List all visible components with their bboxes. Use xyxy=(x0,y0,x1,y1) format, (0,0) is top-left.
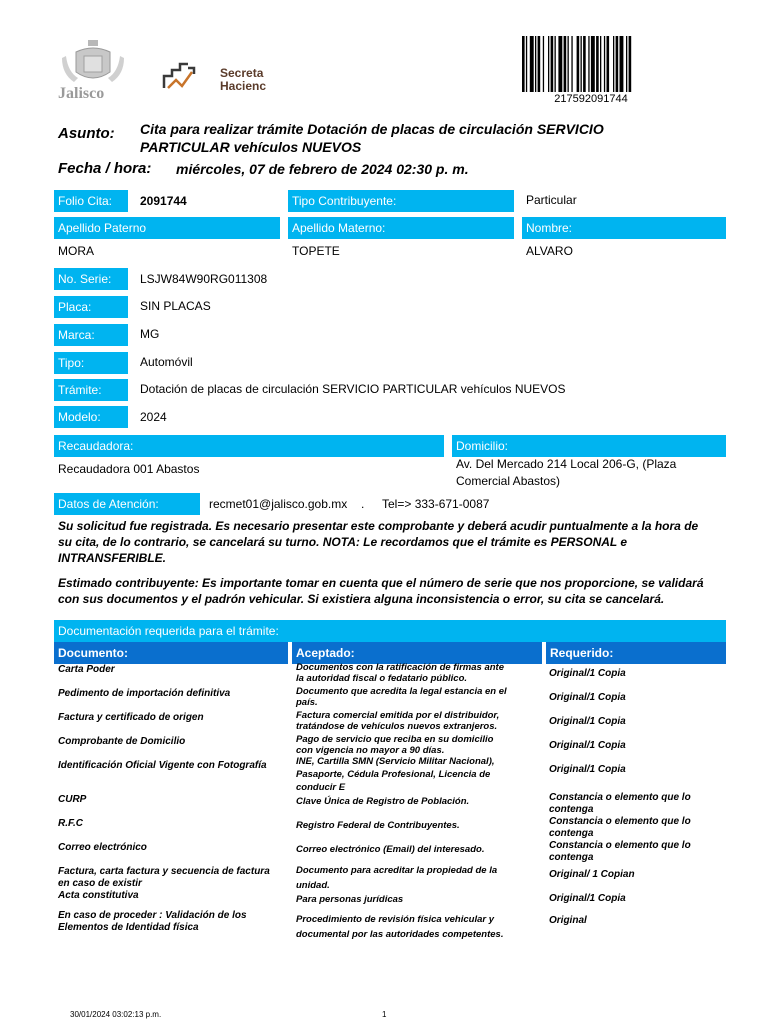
aceptado-cell xyxy=(296,820,542,831)
barcode-bar xyxy=(588,36,589,92)
secretaria-text-1: Secreta xyxy=(220,66,264,80)
requerido-cell xyxy=(549,869,725,881)
barcode-bar xyxy=(616,36,619,92)
requerido-cell-line: Constancia o elemento que lo xyxy=(549,792,691,803)
asunto-label: Asunto: xyxy=(58,125,115,142)
requerido-cell-line: Constancia o elemento que lo xyxy=(549,816,691,827)
barcode-bar xyxy=(535,36,536,92)
aceptado-cell-line: documental por las autoridades competentes. xyxy=(296,929,504,940)
modelo-value: 2024 xyxy=(140,410,167,424)
footer-timestamp: 30/01/2024 03:02:13 p.m. xyxy=(70,1010,162,1019)
doc-cell-line: R.F.C xyxy=(58,818,83,829)
datos-tel: Tel=> 333-671-0087 xyxy=(382,497,490,511)
apellido-materno-label: Apellido Materno: xyxy=(288,217,514,239)
aceptado-cell xyxy=(296,734,542,756)
aceptado-cell xyxy=(296,662,542,684)
requerido-cell xyxy=(549,668,725,680)
docs-section-title: Documentación requerida para el trámite: xyxy=(54,620,726,642)
note-contribuyente-line-2: con sus documentos y el padrón vehicular. Si existiera alguna inconsistencia o error, su cita se cancelará. xyxy=(58,592,665,606)
barcode-bar xyxy=(583,36,586,92)
aceptado-cell xyxy=(296,686,542,708)
domicilio-label: Domicilio: xyxy=(452,435,726,457)
requerido-cell-line: Original/1 Copia xyxy=(549,668,626,679)
requerido-cell xyxy=(549,716,725,728)
apellido-materno-value: TOPETE xyxy=(292,244,340,258)
barcode-bar xyxy=(620,36,624,92)
aceptado-cell-line: conducir E xyxy=(296,782,346,793)
domicilio-line-1: Av. Del Mercado 214 Local 206-G, (Plaza xyxy=(456,457,677,471)
doc-cell-line: Factura, carta factura y secuencia de factura xyxy=(58,866,270,877)
placa-value: SIN PLACAS xyxy=(140,299,211,313)
doc-cell-line: en caso de existir xyxy=(58,878,142,889)
apellido-paterno-value: MORA xyxy=(58,244,94,258)
doc-cell-line: Comprobante de Domicilio xyxy=(58,736,186,747)
aceptado-cell-line: Para personas jurídicas xyxy=(296,894,404,905)
barcode-bar xyxy=(564,36,567,92)
note-registro xyxy=(58,518,768,566)
nombre-label: Nombre: xyxy=(522,217,726,239)
serie-value: LSJW84W90RG011308 xyxy=(140,272,268,286)
note-registro-line-1: Su solicitud fue registrada. Es necesario presentar este comprobante y deberá acudir puntualmente a la hora de xyxy=(58,519,699,533)
barcode-bar xyxy=(607,36,610,92)
datos-separator: . xyxy=(361,497,365,511)
requerido-cell-line: Original/1 Copia xyxy=(549,893,626,904)
barcode-bar xyxy=(600,36,601,92)
placa-label: Placa: xyxy=(54,296,128,318)
marca-value: MG xyxy=(140,327,160,341)
doc-cell xyxy=(58,664,288,676)
barcode-bar xyxy=(591,36,595,92)
aceptado-cell xyxy=(296,912,542,942)
aceptado-cell xyxy=(296,863,542,893)
requerido-cell xyxy=(549,915,725,927)
aceptado-cell-line: Clave Única de Registro de Población. xyxy=(296,796,470,807)
secretaria-logo xyxy=(160,58,275,98)
barcode-bar xyxy=(558,36,562,92)
fecha-label: Fecha / hora: xyxy=(58,160,152,177)
apellido-paterno-label: Apellido Paterno xyxy=(54,217,280,239)
doc-cell xyxy=(58,712,288,724)
doc-cell-line: Carta Poder xyxy=(58,664,115,675)
requerido-cell xyxy=(549,893,725,905)
tipo-contribuyente-value: Particular xyxy=(526,193,577,207)
folio-label: Folio Cita: xyxy=(54,190,128,212)
aceptado-cell-line: INE, Cartilla SMN (Servicio Militar Nacional), xyxy=(296,756,495,767)
aceptado-cell xyxy=(296,710,542,732)
serie-label: No. Serie: xyxy=(54,268,128,290)
barcode-bar xyxy=(596,36,599,92)
aceptado-cell-line: la autoridad fiscal o fedatario público. xyxy=(296,673,468,684)
aceptado-cell-line: Pasaporte, Cédula Profesional, Licencia de xyxy=(296,769,491,780)
doc-cell-line: Identificación Oficial Vigente con Fotografía xyxy=(58,760,267,771)
requerido-cell xyxy=(549,840,725,864)
note-contribuyente xyxy=(58,575,768,607)
doc-cell-line: CURP xyxy=(58,794,87,805)
barcode-bar xyxy=(577,36,580,92)
barcode-bar xyxy=(626,36,627,92)
requerido-cell xyxy=(549,740,725,752)
doc-cell-line: En caso de proceder : Validación de los xyxy=(58,910,247,921)
aceptado-cell xyxy=(296,892,542,907)
folio-value: 2091744 xyxy=(140,194,187,208)
secretaria-text-2: Hacienc xyxy=(220,79,267,93)
tipo-value: Automóvil xyxy=(140,355,193,369)
barcode-bar xyxy=(530,36,534,92)
requerido-cell-line: Original/ 1 Copian xyxy=(549,869,635,880)
doc-cell xyxy=(58,866,288,890)
doc-cell xyxy=(58,760,288,772)
asunto-text-2: PARTICULAR vehículos NUEVOS xyxy=(140,139,362,155)
aceptado-cell-line: Pago de servicio que reciba en su domicilio xyxy=(296,734,494,745)
aceptado-cell xyxy=(296,755,542,794)
col-aceptado-header: Aceptado: xyxy=(292,642,542,664)
datos-email: recmet01@jalisco.gob.mx xyxy=(209,497,348,511)
aceptado-cell-line: país. xyxy=(296,697,318,708)
barcode-bar xyxy=(568,36,569,92)
jalisco-logo xyxy=(58,38,138,98)
footer-page-number: 1 xyxy=(382,1010,387,1019)
doc-cell-line: Elementos de Identidad física xyxy=(58,922,199,933)
aceptado-cell-line: Documento para acreditar la propiedad de la xyxy=(296,865,498,876)
modelo-label: Modelo: xyxy=(54,406,128,428)
doc-cell-line: Correo electrónico xyxy=(58,842,147,853)
tramite-label: Trámite: xyxy=(54,379,128,401)
barcode-bar xyxy=(548,36,549,92)
fecha-value: miércoles, 07 de febrero de 2024 02:30 p. m. xyxy=(176,161,469,177)
col-documento-header: Documento: xyxy=(54,642,288,664)
barcode-number: 217592091744 xyxy=(554,93,628,105)
doc-cell xyxy=(58,818,288,830)
asunto-text-1: Cita para realizar trámite Dotación de placas de circulación SERVICIO xyxy=(140,121,604,137)
col-requerido-header: Requerido: xyxy=(546,642,726,664)
barcode-bar xyxy=(526,36,527,92)
note-contribuyente-line-1: Estimado contribuyente: Es importante tomar en cuenta que el número de serie que nos proporcione, se validará xyxy=(58,576,704,590)
domicilio-line-2: Comercial Abastos) xyxy=(456,474,561,488)
barcode-bar xyxy=(538,36,541,92)
recaudadora-label: Recaudadora: xyxy=(54,435,444,457)
aceptado-cell xyxy=(296,844,542,855)
aceptado-cell-line: Documentos con la ratificación de firmas ante xyxy=(296,662,504,673)
aceptado-cell xyxy=(296,796,542,807)
aceptado-cell-line: con vigencia no mayor a 90 días. xyxy=(296,745,445,756)
note-registro-line-2: su cita, de lo contrario, se cancelará su turno. NOTA: Le recordamos que el trámite es PERSONAL e xyxy=(58,535,628,549)
barcode-bar xyxy=(571,36,572,92)
requerido-cell-line: contenga xyxy=(549,804,594,815)
requerido-cell xyxy=(549,764,725,776)
barcode-bar xyxy=(551,36,554,92)
requerido-cell-line: Original/1 Copia xyxy=(549,716,626,727)
doc-cell-line: Pedimento de importación definitiva xyxy=(58,688,231,699)
barcode-bar xyxy=(522,36,525,92)
requerido-cell-line: Original/1 Copia xyxy=(549,692,626,703)
tramite-value: Dotación de placas de circulación SERVICIO PARTICULAR vehículos NUEVOS xyxy=(140,382,566,396)
aceptado-cell-line: Procedimiento de revisión física vehicular y xyxy=(296,914,494,925)
barcode-bar xyxy=(543,36,544,92)
recaudadora-value: Recaudadora 001 Abastos xyxy=(58,462,200,476)
doc-cell xyxy=(58,890,288,902)
aceptado-cell-line: unidad. xyxy=(296,880,330,891)
requerido-cell xyxy=(549,816,725,840)
jalisco-text: Jalisco xyxy=(58,85,105,98)
doc-cell-line: Factura y certificado de origen xyxy=(58,712,204,723)
doc-cell xyxy=(58,910,288,934)
nombre-value: ALVARO xyxy=(526,244,573,258)
doc-cell xyxy=(58,688,288,700)
barcode-bar xyxy=(604,36,605,92)
tipo-label: Tipo: xyxy=(54,352,128,374)
barcode xyxy=(522,36,660,94)
requerido-cell xyxy=(549,692,725,704)
doc-cell xyxy=(58,842,288,854)
barcode-bar xyxy=(555,36,556,92)
requerido-cell-line: contenga xyxy=(549,852,594,863)
tipo-contribuyente-label: Tipo Contribuyente: xyxy=(288,190,514,212)
doc-cell-line: Acta constitutiva xyxy=(58,890,139,901)
aceptado-cell-line: Factura comercial emitida por el distribuidor, xyxy=(296,710,500,721)
aceptado-cell-line: Documento que acredita la legal estancia en el xyxy=(296,686,507,697)
aceptado-cell-line: Registro Federal de Contribuyentes. xyxy=(296,820,460,831)
marca-label: Marca: xyxy=(54,324,128,346)
requerido-cell-line: Constancia o elemento que lo xyxy=(549,840,691,851)
barcode-bar xyxy=(581,36,582,92)
requerido-cell-line: Original/1 Copia xyxy=(549,740,626,751)
barcode-bar xyxy=(613,36,614,92)
doc-cell xyxy=(58,736,288,748)
doc-cell xyxy=(58,794,288,806)
aceptado-cell-line: Correo electrónico (Email) del interesado. xyxy=(296,844,485,855)
requerido-cell-line: contenga xyxy=(549,828,594,839)
aceptado-cell-line: tratándose de vehículos nuevos extranjeros. xyxy=(296,721,498,732)
requerido-cell-line: Original/1 Copia xyxy=(549,764,626,775)
requerido-cell-line: Original xyxy=(549,915,587,926)
barcode-bar xyxy=(629,36,632,92)
requerido-cell xyxy=(549,792,725,816)
note-registro-line-3: INTRANSFERIBLE. xyxy=(58,551,166,565)
datos-atencion-label: Datos de Atención: xyxy=(54,493,200,515)
